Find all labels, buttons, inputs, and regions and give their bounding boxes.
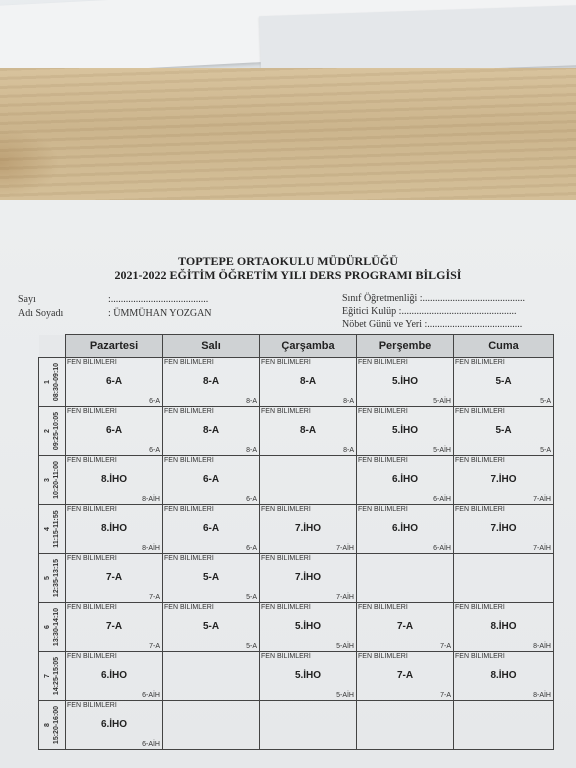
schedule-cell — [357, 603, 454, 652]
schedule-cell — [454, 701, 554, 750]
class-code: 7-A — [440, 692, 451, 699]
class-name: 5.İHO — [294, 670, 322, 681]
class-code: 6-AİH — [433, 545, 451, 552]
class-name: 6.İHO — [391, 523, 419, 534]
lesson-name: FEN BİLİMLERİ — [67, 408, 117, 415]
period-label — [43, 510, 61, 547]
period-cell — [39, 505, 66, 554]
schedule-cell — [163, 358, 260, 407]
period-cell — [39, 358, 66, 407]
class-name: 8.İHO — [490, 670, 517, 681]
wooden-desk — [0, 68, 576, 200]
lesson-name: FEN BİLİMLERİ — [455, 408, 505, 415]
schedule-cell — [357, 407, 454, 456]
class-name: 8.İHO — [100, 523, 128, 534]
period-number: 4 — [44, 527, 51, 531]
period-number: 5 — [44, 576, 51, 580]
table-row — [39, 407, 554, 456]
class-name: 7.İHO — [294, 572, 322, 583]
class-name: 7-A — [105, 572, 123, 583]
schedule-cell — [357, 652, 454, 701]
schedule-cell — [66, 701, 163, 750]
schedule-cell — [66, 652, 163, 701]
class-name: 8-A — [202, 376, 220, 387]
schedule-body — [39, 358, 554, 750]
table-row — [39, 603, 554, 652]
schedule-cell — [357, 456, 454, 505]
class-code: 7-AİH — [533, 496, 551, 503]
class-code: 5-A — [246, 643, 257, 650]
class-name: 5-A — [202, 572, 220, 583]
period-time: 15:20-16:00 — [53, 705, 60, 745]
schedule-cell — [163, 603, 260, 652]
schedule-table — [38, 334, 554, 750]
class-name: 5-A — [202, 621, 220, 632]
schedule-cell — [260, 603, 357, 652]
class-code: 7-A — [149, 643, 160, 650]
schedule-cell — [163, 505, 260, 554]
period-number: 2 — [44, 429, 51, 433]
class-code: 5-A — [540, 447, 551, 454]
period-time: 14:25-15:05 — [53, 656, 60, 696]
lesson-name: FEN BİLİMLERİ — [455, 653, 505, 660]
schedule-cell — [66, 358, 163, 407]
class-code: 7-AİH — [336, 594, 354, 601]
schedule-cell — [66, 554, 163, 603]
period-label — [43, 412, 61, 450]
class-name: 8.İHO — [100, 474, 128, 485]
schedule-cell — [454, 554, 554, 603]
table-row — [39, 652, 554, 701]
schedule-cell — [454, 407, 554, 456]
period-number: 8 — [44, 723, 51, 727]
document-title: 2021-2022 EĞİTİM ÖĞRETİM YILI DERS PROGRAMI BİLGİSİ — [114, 268, 462, 282]
period-cell — [39, 407, 66, 456]
lesson-name: FEN BİLİMLERİ — [261, 653, 311, 660]
schedule-cell — [260, 358, 357, 407]
period-time: 11:15-11:55 — [53, 510, 60, 548]
class-code: 5-AİH — [433, 398, 451, 405]
period-cell — [39, 554, 66, 603]
lesson-name: FEN BİLİMLERİ — [67, 506, 117, 513]
lesson-name: FEN BİLİMLERİ — [358, 408, 408, 415]
class-code: 6-AİH — [142, 741, 160, 748]
period-number: 3 — [44, 478, 51, 482]
schedule-cell — [454, 456, 554, 505]
lesson-name: FEN BİLİMLERİ — [164, 506, 214, 513]
lesson-name: FEN BİLİMLERİ — [358, 359, 408, 366]
class-code: 7-A — [440, 643, 451, 650]
class-name: 5.İHO — [391, 376, 419, 387]
class-code: 6-A — [149, 398, 160, 405]
lesson-name: FEN BİLİMLERİ — [358, 457, 408, 464]
class-name: 8-A — [299, 376, 317, 387]
class-name: 6.İHO — [391, 474, 419, 485]
schedule-cell — [66, 505, 163, 554]
class-name: 7-A — [105, 621, 123, 632]
class-code: 6-AİH — [142, 692, 160, 699]
schedule-cell — [66, 407, 163, 456]
schedule-document — [0, 200, 576, 768]
period-cell — [39, 701, 66, 750]
schedule-cell — [66, 603, 163, 652]
schedule-cell — [260, 456, 357, 505]
lesson-name: FEN BİLİMLERİ — [261, 604, 311, 611]
class-code: 7-AİH — [533, 545, 551, 552]
period-time: 09:25-10:05 — [53, 411, 60, 451]
period-time: 10:20-11:00 — [53, 461, 60, 499]
schedule-cell — [454, 358, 554, 407]
schedule-cell — [357, 358, 454, 407]
class-code: 8-A — [246, 447, 257, 454]
table-row — [39, 358, 554, 407]
schedule-cell — [66, 456, 163, 505]
table-row — [39, 505, 554, 554]
period-label — [43, 363, 61, 401]
class-code: 6-A — [246, 496, 257, 503]
class-name: 8.İHO — [490, 621, 517, 632]
lesson-name: FEN BİLİMLERİ — [67, 359, 117, 366]
lesson-name: FEN BİLİMLERİ — [455, 604, 505, 611]
class-name: 6-A — [105, 376, 123, 387]
lesson-name: FEN BİLİMLERİ — [67, 604, 117, 611]
class-teacher-field: Sınıf Öğretmenliği :......................................... — [342, 293, 526, 304]
period-cell — [39, 456, 66, 505]
schedule-cell — [357, 505, 454, 554]
class-code: 8-A — [343, 398, 354, 405]
lesson-name: FEN BİLİMLERİ — [164, 555, 214, 562]
schedule-cell — [357, 701, 454, 750]
schedule-cell — [260, 407, 357, 456]
name-label: Adı Soyadı — [18, 308, 64, 319]
schedule-cell — [260, 652, 357, 701]
lesson-name: FEN BİLİMLERİ — [164, 457, 214, 464]
class-code: 8-A — [246, 398, 257, 405]
lesson-name: FEN BİLİMLERİ — [67, 702, 117, 709]
club-field: Eğitici Kulüp :.............................................. — [342, 306, 517, 317]
day-header: Pazartesi — [66, 335, 163, 358]
class-name: 6-A — [105, 425, 123, 436]
class-code: 8-AİH — [142, 496, 160, 503]
schedule-cell — [454, 652, 554, 701]
lesson-name: FEN BİLİMLERİ — [261, 359, 311, 366]
class-name: 6.İHO — [100, 719, 128, 730]
lesson-name: FEN BİLİMLERİ — [455, 457, 505, 464]
lesson-name: FEN BİLİMLERİ — [67, 457, 117, 464]
class-name: 5.İHO — [294, 621, 322, 632]
table-row — [39, 701, 554, 750]
period-label — [43, 608, 61, 646]
class-code: 7-A — [149, 594, 160, 601]
wood-grain — [0, 128, 60, 198]
duty-field: Nöbet Günü ve Yeri :...................................... — [342, 319, 523, 330]
class-name: 7-A — [396, 670, 414, 681]
day-header-row — [39, 335, 554, 358]
lesson-name: FEN BİLİMLERİ — [261, 506, 311, 513]
class-code: 5-A — [246, 594, 257, 601]
class-code: 6-AİH — [433, 496, 451, 503]
schedule-cell — [260, 554, 357, 603]
period-label — [43, 657, 61, 695]
sayi-value: :....................................... — [108, 294, 209, 305]
lesson-name: FEN BİLİMLERİ — [261, 555, 311, 562]
background-sheet — [259, 4, 576, 77]
day-header: Cuma — [454, 335, 554, 358]
class-name: 7.İHO — [294, 523, 322, 534]
period-cell — [39, 603, 66, 652]
class-code: 6-A — [246, 545, 257, 552]
class-name: 5-A — [495, 425, 512, 436]
class-code: 5-A — [540, 398, 551, 405]
teacher-name: : ÜMMÜHAN YOZGAN — [108, 308, 212, 319]
lesson-name: FEN BİLİMLERİ — [164, 604, 214, 611]
schedule-cell — [163, 652, 260, 701]
schedule-cell — [260, 505, 357, 554]
lesson-name: FEN BİLİMLERİ — [455, 359, 505, 366]
lesson-name: FEN BİLİMLERİ — [164, 359, 214, 366]
class-name: 5.İHO — [391, 425, 419, 436]
class-code: 5-AİH — [336, 692, 354, 699]
day-header: Çarşamba — [260, 335, 357, 358]
table-row — [39, 456, 554, 505]
class-name: 5-A — [495, 376, 512, 387]
period-number: 6 — [44, 625, 51, 629]
period-number: 7 — [44, 674, 51, 678]
table-row — [39, 554, 554, 603]
sayi-label: Sayı — [18, 294, 36, 305]
period-label — [43, 559, 61, 597]
class-name: 7.İHO — [490, 474, 517, 485]
schedule-cell — [163, 701, 260, 750]
period-time: 08:30-09:10 — [53, 362, 60, 402]
period-number: 1 — [44, 380, 51, 384]
class-name: 6-A — [202, 523, 220, 534]
lesson-name: FEN BİLİMLERİ — [455, 506, 505, 513]
lesson-name: FEN BİLİMLERİ — [358, 653, 408, 660]
schedule-cell — [357, 554, 454, 603]
class-code: 8-AİH — [533, 643, 551, 650]
schedule-cell — [260, 701, 357, 750]
schedule-cell — [163, 407, 260, 456]
corner-cell — [39, 335, 66, 358]
period-label — [43, 461, 61, 499]
period-time: 13:30-14:10 — [53, 607, 60, 647]
class-name: 8-A — [299, 425, 317, 436]
class-code: 5-AİH — [336, 643, 354, 650]
period-label — [43, 706, 61, 744]
period-time: 12:35-13:15 — [53, 558, 60, 598]
class-name: 8-A — [202, 425, 220, 436]
period-cell — [39, 652, 66, 701]
lesson-name: FEN BİLİMLERİ — [358, 506, 408, 513]
class-name: 7-A — [396, 621, 414, 632]
day-header: Perşembe — [357, 335, 454, 358]
class-name: 6.İHO — [100, 670, 128, 681]
class-code: 5-AİH — [433, 447, 451, 454]
schedule-cell — [163, 456, 260, 505]
lesson-name: FEN BİLİMLERİ — [164, 408, 214, 415]
class-name: 6-A — [202, 474, 220, 485]
class-code: 6-A — [149, 447, 160, 454]
class-code: 8-AİH — [142, 545, 160, 552]
schedule-cell — [454, 505, 554, 554]
lesson-name: FEN BİLİMLERİ — [358, 604, 408, 611]
lesson-name: FEN BİLİMLERİ — [261, 408, 311, 415]
schedule-cell — [163, 554, 260, 603]
class-code: 8-A — [343, 447, 354, 454]
lesson-name: FEN BİLİMLERİ — [67, 555, 117, 562]
class-name: 7.İHO — [490, 523, 517, 534]
school-name: TOPTEPE ORTAOKULU MÜDÜRLÜĞÜ — [178, 254, 398, 268]
schedule-cell — [454, 603, 554, 652]
class-code: 8-AİH — [533, 692, 551, 699]
class-code: 7-AİH — [336, 545, 354, 552]
day-header: Salı — [163, 335, 260, 358]
lesson-name: FEN BİLİMLERİ — [67, 653, 117, 660]
